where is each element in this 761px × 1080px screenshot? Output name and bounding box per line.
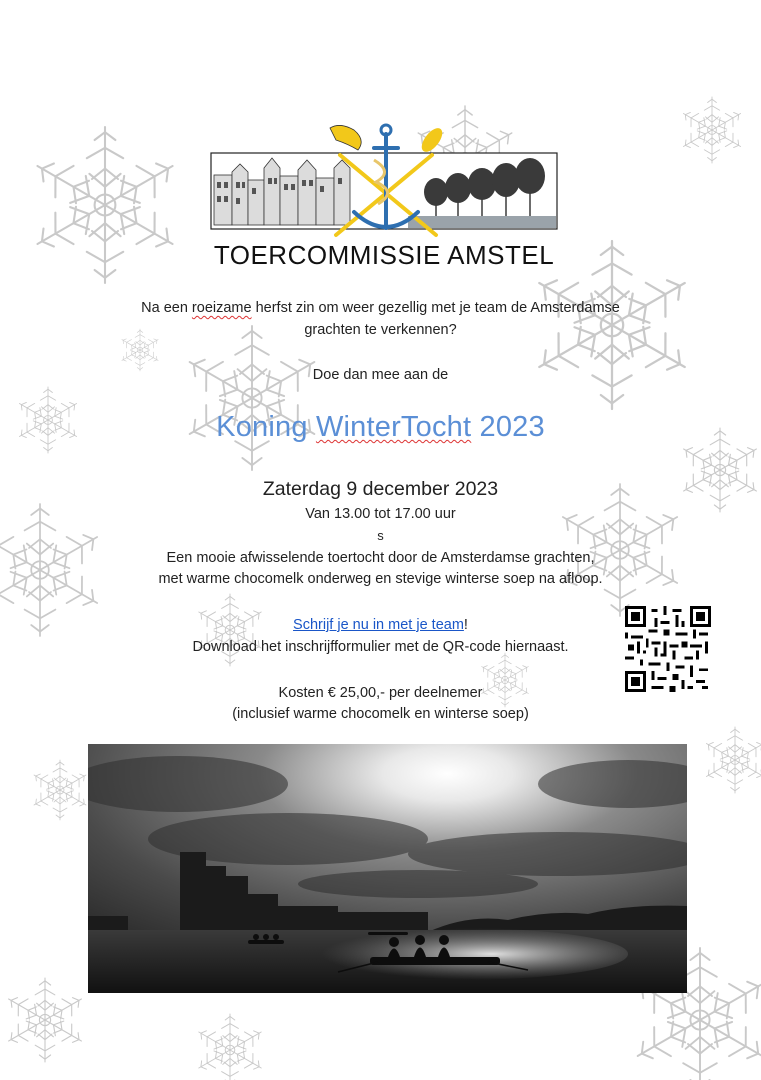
event-description: Een mooie afwisselende toertocht door de Amsterdamse grachten, met warme chocomelk onderweg en stevige winterse soep na afloop.: [158, 550, 603, 587]
snowflake-icon: [31, 760, 90, 820]
event-title: Koning WinterTocht 2023: [216, 411, 545, 443]
call-to-action: Doe dan mee aan de: [312, 367, 449, 383]
signup-link[interactable]: Schrijf je nu in met je team: [293, 617, 464, 633]
snowflake-icon: [703, 727, 761, 793]
cost-price: Kosten € 25,00,- per deelnemer: [278, 685, 483, 701]
event-date: Zaterdag 9 december 2023: [262, 478, 499, 500]
snowflake-icon: [680, 97, 745, 163]
rowing-photo: [88, 744, 687, 993]
snowflake-icon: [195, 1014, 266, 1080]
snowflake-icon: [181, 326, 323, 470]
snowflake-icon: [4, 978, 87, 1062]
signup-block: Schrijf je nu in met je team! Download het inschrijfformulier met de QR-code hiernaast.: [192, 617, 569, 655]
qr-code[interactable]: [625, 606, 711, 692]
misspelled-word: roeizame: [191, 300, 252, 316]
intro-text: [0, 297, 761, 341]
cost-block: [0, 683, 761, 725]
stray-character: s: [377, 528, 384, 543]
download-instructions: Download het inschrijfformulier met de QR-code hiernaast.: [192, 639, 569, 655]
cost-includes: (inclusief warme chocomelk en winterse soep): [232, 706, 529, 722]
intro-line-1: Na een roeizame herfst zin om weer gezellig met je team de Amsterdamse: [141, 300, 620, 316]
snowflake-icon: [28, 127, 181, 283]
intro-line-2: grachten te verkennen?: [304, 322, 457, 338]
event-time: Van 13.00 tot 17.00 uur: [305, 506, 456, 522]
logo-name: TOERCOMMISSIE AMSTEL: [213, 240, 555, 270]
